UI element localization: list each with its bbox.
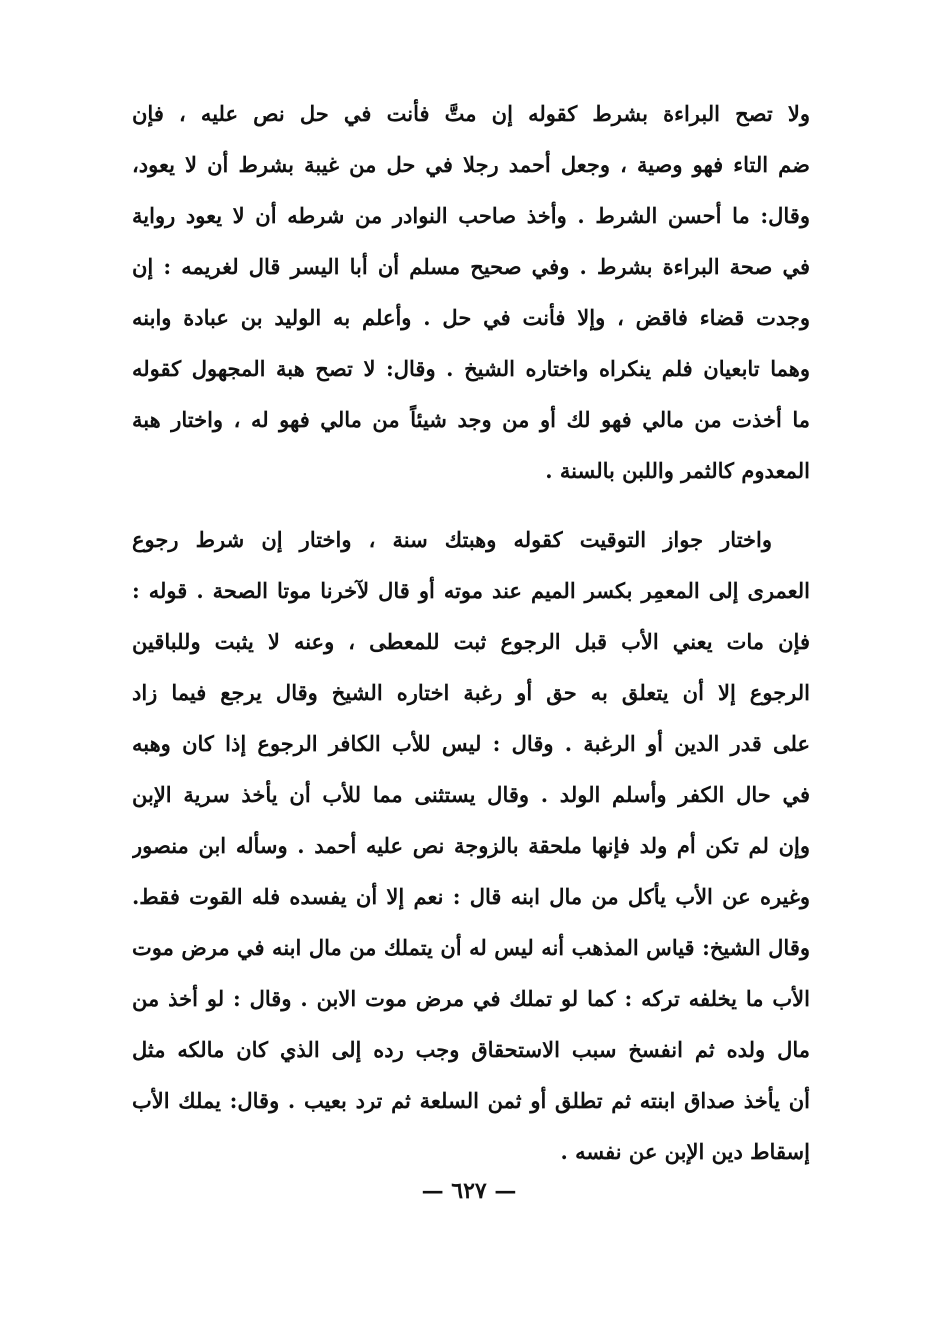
text-line: الأب ما يخلفه تركه : كما لو تملك في مرض موت الابن . وقال : لو أخذ من xyxy=(132,986,810,1011)
text-line: ولا تصح البراءة بشرط كقوله إن متَّ فأنت في حل نص عليه ، فإن xyxy=(132,101,810,126)
paragraph-2 xyxy=(132,514,810,1177)
text-line: في صحة البراءة بشرط . وفي صحيح مسلم أن أبا اليسر قال لغريمه : إن xyxy=(132,254,810,279)
text-line: إسقاط دين الإبن عن نفسه . xyxy=(560,1139,810,1164)
text-line: على قدر الدين أو الرغبة . وقال : ليس للأب الكافر الرجوع إذا كان وهبه xyxy=(132,731,810,756)
text-line: وقال: ما أحسن الشرط . وأخذ صاحب النوادر من شرطه أن لا يعود رواية xyxy=(132,203,810,228)
text-line: وغيره عن الأب يأكل من مال ابنه قال : نعم إلا أن يفسده فله القوت فقط. xyxy=(132,884,810,909)
page-number: — ٦٢٧ — xyxy=(421,1178,517,1204)
text-line: في حال الكفر وأسلم الولد . وقال يستثنى مما للأب أن يأخذ سرية الإبن xyxy=(132,782,810,807)
text-line: أن يأخذ صداق ابنته ثم تطلق أو ثمن السلعة ثم ترد بعيب . وقال: يملك الأب xyxy=(132,1088,810,1113)
text-line: العمرى إلى المعمِر بكسر الميم عند موته أو قال لآخرنا موتا الصحة . قوله : xyxy=(132,578,810,603)
text-line: وقال الشيخ: قياس المذهب أنه ليس له أن يتملك من مال ابنه في مرض موت xyxy=(132,935,810,960)
text-line: وإن لم تكن أم ولد فإنها ملحقة بالزوجة نص عليه أحمد . وسأله ابن منصور xyxy=(132,833,810,858)
text-line: فإن مات يعني الأب قبل الرجوع ثبت للمعطى ، وعنه لا يثبت وللباقين xyxy=(132,629,810,654)
text-line: مال ولده ثم انفسخ سبب الاستحقاق وجب رده إلى الذي كان مالكه مثل xyxy=(132,1037,810,1062)
text-line: وجدت قضاء فاقض ، وإلا فأنت في حل . وأعلم به الوليد بن عبادة وابنه xyxy=(132,305,810,330)
text-line: ضم التاء فهو وصية ، وجعل أحمد رجلا في حل من غيبة بشرط أن لا يعود، xyxy=(132,152,810,177)
text-line: وهما تابعيان فلم ينكراه واختاره الشيخ . وقال: لا تصح هبة المجهول كقوله xyxy=(132,356,810,381)
text-line: المعدوم كالثمر واللبن بالسنة . xyxy=(545,458,810,483)
text-line: واختار جواز التوقيت كقوله وهبتك سنة ، واختار إن شرط رجوع xyxy=(132,527,772,552)
text-line: الرجوع إلا أن يتعلق به حق أو رغبة اختاره الشيخ وقال يرجع فيما زاد xyxy=(132,680,810,705)
paragraph-1 xyxy=(132,88,810,496)
text-line: ما أخذت من مالي فهو لك أو من وجد شيئاً من مالي فهو له ، واختار هبة xyxy=(132,407,810,432)
